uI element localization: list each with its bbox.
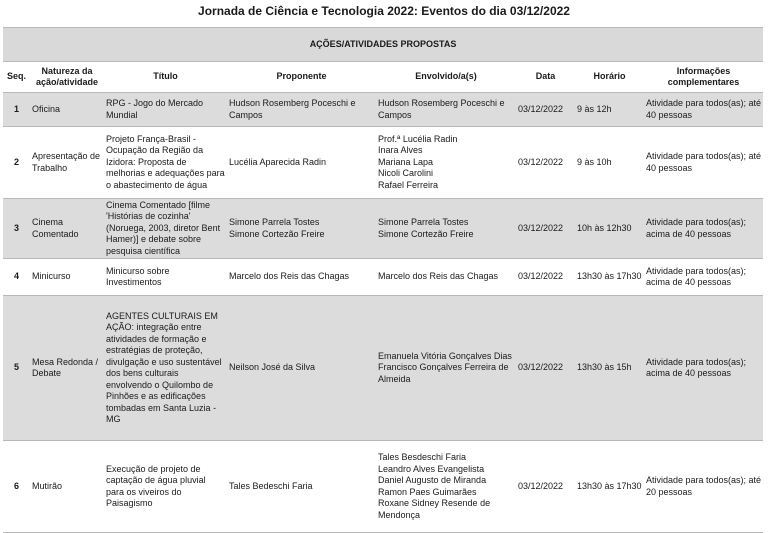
cell-proponente-line: Hudson Rosemberg Poceschi e Campos: [229, 98, 356, 120]
cell-envolvidos-line: Simone Cortezão Freire: [378, 228, 474, 239]
cell-horario: 13h30 às 15h: [575, 296, 644, 441]
cell-envolvidos-line: Roxane Sidney Resende de Mendonça: [378, 498, 491, 520]
table-row: [3, 93, 763, 127]
cell-envolvidos-line: Inara Alves: [378, 145, 423, 156]
cell-titulo: Projeto França-Brasil - Ocupação da Região da Izidora: Proposta de melhorias e adequações para o abastecimento de água: [104, 127, 227, 199]
table-row: [3, 127, 763, 199]
cell-proponente-line: Neilson José da Silva: [229, 362, 316, 373]
cell-data: 03/12/2022: [516, 93, 575, 127]
header-data: Data: [516, 62, 575, 93]
cell-proponente-line: Simone Cortezão Freire: [229, 228, 325, 239]
cell-horario: 13h30 às 17h30: [575, 441, 644, 533]
cell-data: 03/12/2022: [516, 199, 575, 259]
cell-proponente-line: Tales Bedeschi Faria: [229, 480, 313, 491]
header-titulo: Título: [104, 62, 227, 93]
cell-envolvidos-line: Simone Parrela Tostes: [378, 217, 469, 227]
section-band-label: AÇÕES/ATIVIDADES PROPOSTAS: [3, 28, 763, 62]
cell-seq: 6: [3, 441, 30, 533]
cell-envolvidos-line: Daniel Augusto de Miranda: [378, 475, 487, 485]
header-horario: Horário: [575, 62, 644, 93]
cell-proponente-line: Marcelo dos Reis das Chagas: [229, 271, 350, 282]
cell-envolvidos-line: Ramon Paes Guimarães: [378, 486, 477, 497]
cell-envolvidos: [376, 199, 516, 259]
table-row: [3, 259, 763, 296]
cell-data: 03/12/2022: [516, 441, 575, 533]
cell-proponente: [227, 199, 376, 259]
section-band: [3, 28, 763, 62]
cell-info: Atividade para todos(as); acima de 40 pessoas: [644, 259, 763, 296]
cell-envolvidos: [376, 441, 516, 533]
cell-seq: 3: [3, 199, 30, 259]
cell-data: 03/12/2022: [516, 296, 575, 441]
cell-envolvidos: [376, 127, 516, 199]
cell-titulo: AGENTES CULTURAIS EM AÇÃO: integração entre atividades de formação e estratégias de proteção, divulgação e uso sustentável dos bens culturais envolvendo o Quilombo de Pinhões e as edificações tombadas em Santa Luzia - MG: [104, 296, 227, 441]
cell-envolvidos-line: Prof.ª Lucélia Radin: [378, 133, 458, 144]
cell-envolvidos-line: Emanuela Vitória Gonçalves Dias: [378, 350, 512, 361]
cell-data: 03/12/2022: [516, 259, 575, 296]
cell-natureza: Minicurso: [30, 259, 104, 296]
header-proponente: Proponente: [227, 62, 376, 93]
cell-titulo: Cinema Comentado [filme 'Histórias de cozinha' (Noruega, 2003, diretor Bent Hamer)] e debate sobre pesquisa científica: [104, 199, 227, 259]
cell-titulo: Execução de projeto de captação de água pluvial para os viveiros do Paisagismo: [104, 441, 227, 533]
cell-info: Atividade para todos(as); acima de 40 pessoas: [644, 199, 763, 259]
cell-proponente-line: Simone Parrela Tostes: [229, 217, 320, 227]
cell-proponente: [227, 127, 376, 199]
table-row: [3, 199, 763, 259]
cell-info: Atividade para todos(as); até 40 pessoas: [644, 93, 763, 127]
events-table: [3, 27, 763, 533]
header-info: Informações complementares: [644, 62, 763, 93]
cell-envolvidos-line: Rafael Ferreira: [378, 179, 439, 190]
cell-info: Atividade para todos(as); até 40 pessoas: [644, 127, 763, 199]
cell-horario: 13h30 às 17h30: [575, 259, 644, 296]
cell-seq: 5: [3, 296, 30, 441]
cell-natureza: Apresentação de Trabalho: [30, 127, 104, 199]
cell-seq: 2: [3, 127, 30, 199]
cell-envolvidos: [376, 259, 516, 296]
cell-seq: 1: [3, 93, 30, 127]
cell-envolvidos: [376, 93, 516, 127]
cell-natureza: Mesa Redonda / Debate: [30, 296, 104, 441]
cell-horario: 9 às 12h: [575, 93, 644, 127]
cell-horario: 9 às 10h: [575, 127, 644, 199]
cell-envolvidos-line: Nicoli Carolini: [378, 168, 434, 179]
cell-envolvidos-line: Tales Besdeschi Faria: [378, 452, 467, 462]
cell-natureza: Cinema Comentado: [30, 199, 104, 259]
cell-titulo: RPG - Jogo do Mercado Mundial: [104, 93, 227, 127]
cell-envolvidos-line: Mariana Lapa: [378, 156, 434, 167]
cell-envolvidos-line: Marcelo dos Reis das Chagas: [378, 271, 499, 282]
page-title: Jornada de Ciência e Tecnologia 2022: Eventos do dia 03/12/2022: [198, 4, 570, 18]
cell-proponente: [227, 296, 376, 441]
table-header-row: [3, 62, 763, 93]
table-row: [3, 296, 763, 441]
cell-envolvidos-line: Hudson Rosemberg Poceschi e Campos: [378, 98, 505, 120]
header-envolvidos: Envolvido/a(s): [376, 62, 516, 93]
cell-natureza: Mutirão: [30, 441, 104, 533]
cell-envolvidos: [376, 296, 516, 441]
table-row: [3, 441, 763, 533]
cell-titulo: Minicurso sobre Investimentos: [104, 259, 227, 296]
cell-envolvidos-line: Francisco Gonçalves Ferreira de Almeida: [378, 362, 509, 384]
cell-proponente-line: Lucélia Aparecida Radin: [229, 156, 327, 167]
header-seq: Seq.: [3, 62, 30, 93]
cell-proponente: [227, 441, 376, 533]
cell-natureza: Oficina: [30, 93, 104, 127]
cell-data: 03/12/2022: [516, 127, 575, 199]
cell-proponente: [227, 93, 376, 127]
cell-seq: 4: [3, 259, 30, 296]
cell-info: Atividade para todos(as); acima de 40 pessoas: [644, 296, 763, 441]
cell-proponente: [227, 259, 376, 296]
cell-envolvidos-line: Leandro Alves Evangelista: [378, 463, 485, 474]
header-natureza: Natureza da ação/atividade: [30, 62, 104, 93]
cell-info: Atividade para todos(as); até 20 pessoas: [644, 441, 763, 533]
cell-horario: 10h às 12h30: [575, 199, 644, 259]
